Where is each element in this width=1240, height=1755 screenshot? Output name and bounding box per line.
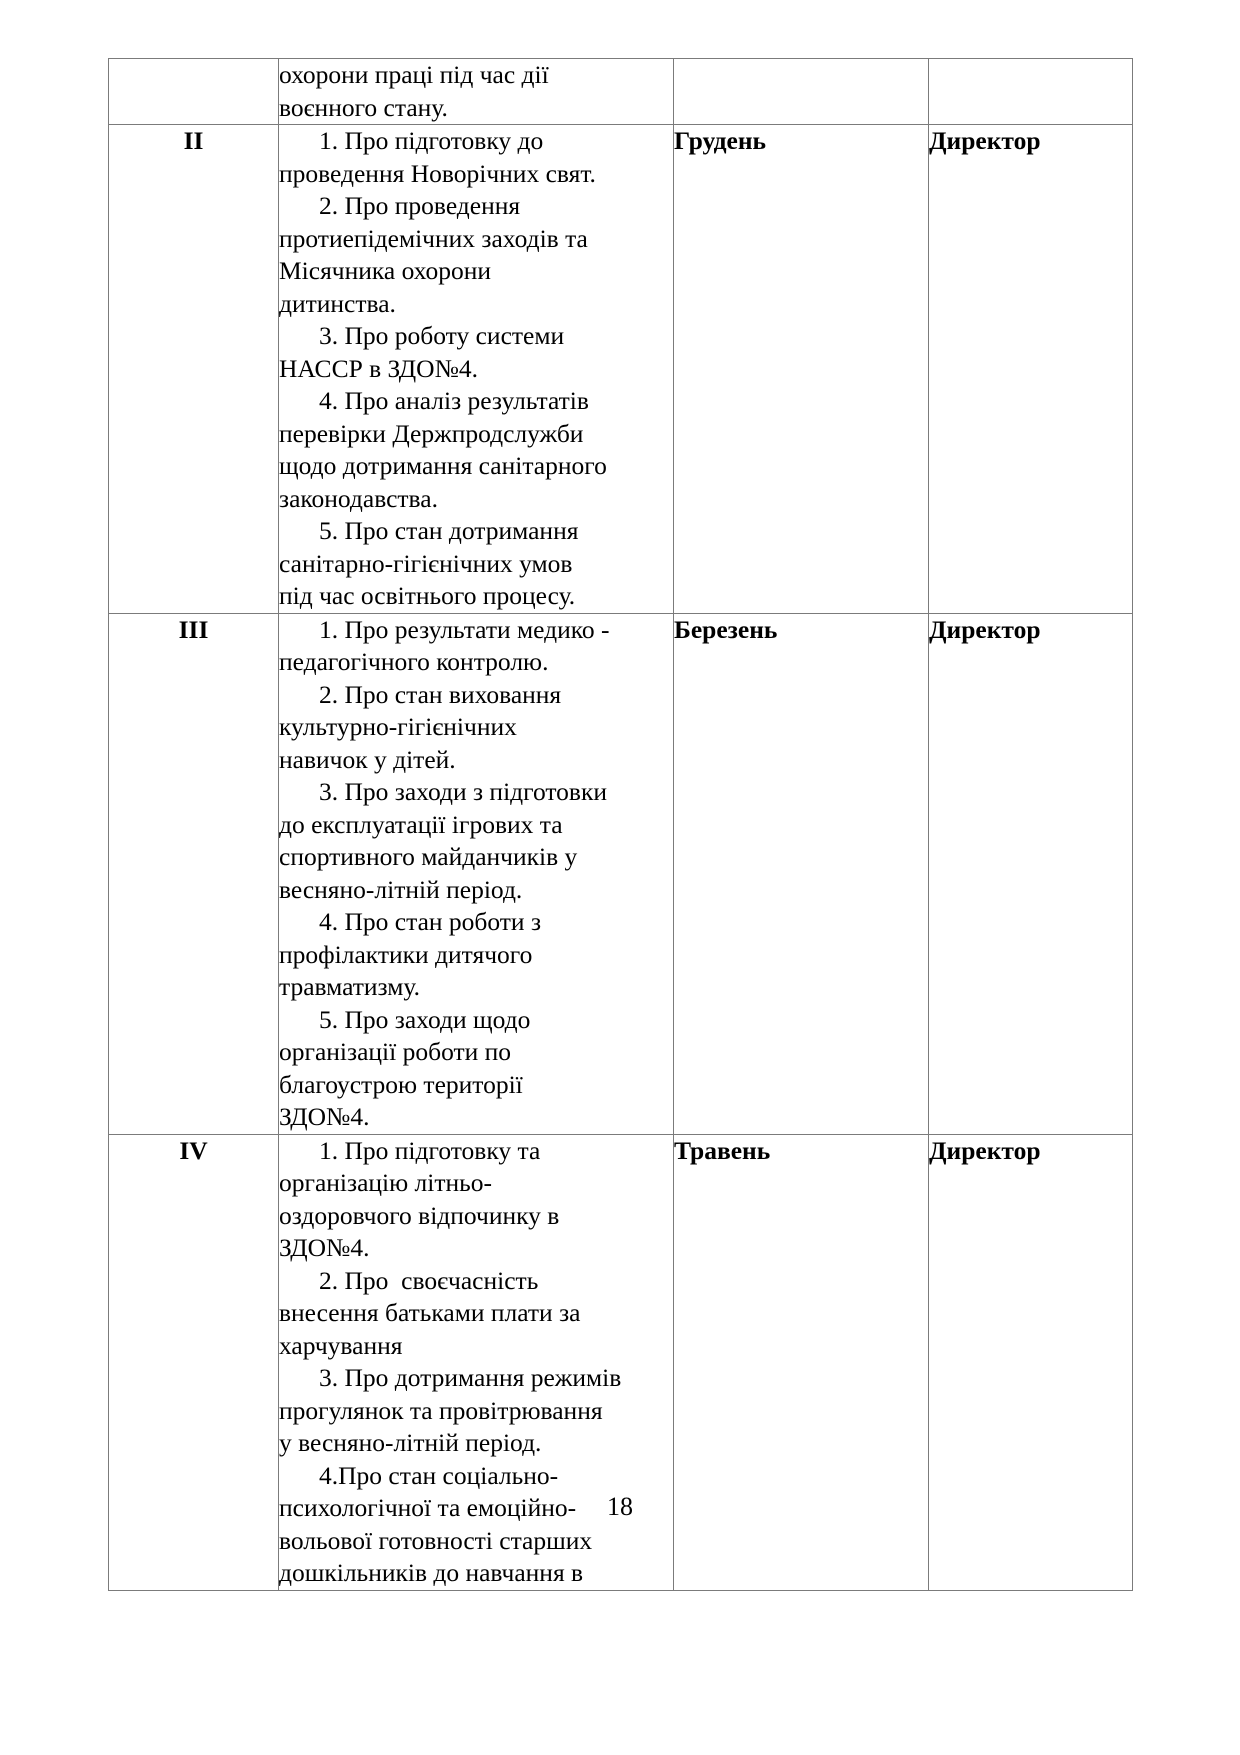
month-label: Грудень — [674, 126, 767, 155]
agenda-line: НАССР в ЗДО№4. — [279, 353, 479, 383]
agenda-line: 3. Про роботу системи — [319, 321, 565, 350]
agenda-line: 4. Про аналіз результатів — [319, 386, 589, 415]
agenda-line: внесення батьками плати за — [279, 1298, 581, 1327]
agenda-line: 1. Про результати медико - — [319, 614, 610, 644]
cell-responsible — [929, 59, 1133, 125]
cell-month — [674, 59, 929, 125]
cell-agenda-items — [279, 125, 674, 614]
agenda-line: педагогічного контролю. — [279, 647, 549, 676]
agenda-line: 2. Про своєчасність — [319, 1265, 539, 1295]
cell-quarter-number — [109, 125, 279, 614]
agenda-line: перевірки Держпродслужби — [279, 418, 584, 448]
agenda-line: профілактики дитячого — [279, 939, 533, 969]
page-number: 18 — [607, 1492, 633, 1521]
cell-responsible — [929, 613, 1133, 1134]
agenda-line: ЗДО№4. — [279, 1233, 370, 1262]
agenda-line: організації роботи по — [279, 1037, 512, 1066]
agenda-line: оздоровчого відпочинку в — [279, 1200, 560, 1230]
month-label: Травень — [674, 1135, 771, 1165]
agenda-line: до експлуатації ігрових та — [279, 809, 563, 839]
agenda-line: 4. Про стан роботи з — [319, 907, 542, 936]
agenda-line: у весняно-літній період. — [279, 1428, 542, 1457]
table-row — [109, 59, 1133, 125]
agenda-line: 3. Про дотримання режимів — [319, 1363, 622, 1392]
agenda-line: благоустрою території — [279, 1069, 523, 1099]
agenda-line: психологічної та емоційно- — [279, 1493, 577, 1522]
agenda-line: законодавства. — [279, 483, 438, 513]
agenda-line: 2. Про стан виховання — [319, 679, 562, 709]
responsible-label: Директор — [929, 126, 1041, 155]
quarter-label: II — [183, 126, 204, 155]
table-row — [109, 613, 1133, 1134]
cell-agenda-items — [279, 613, 674, 1134]
agenda-line: 1. Про підготовку та — [319, 1135, 541, 1165]
cell-month — [674, 125, 929, 614]
cell-responsible — [929, 125, 1133, 614]
agenda-line: під час освітнього процесу. — [279, 581, 576, 610]
quarter-label: IV — [179, 1135, 208, 1165]
agenda-line: спортивного майданчиків у — [279, 842, 578, 871]
table-body — [109, 59, 1133, 1591]
agenda-line: 3. Про заходи з підготовки — [319, 777, 607, 806]
agenda-line: організацію літньо- — [279, 1168, 493, 1197]
agenda-line: Місячника охорони — [279, 256, 492, 285]
agenda-line: 2. Про проведення — [319, 191, 521, 220]
responsible-label: Директор — [929, 1135, 1041, 1165]
agenda-line: дошкільників до навчання в — [279, 1558, 584, 1587]
agenda-line: дитинства. — [279, 288, 396, 318]
cell-agenda-items — [279, 59, 674, 125]
agenda-line: протиепідемічних заходів та — [279, 223, 588, 253]
agenda-line: 5. Про заходи щодо — [319, 1004, 531, 1034]
agenda-line: 5. Про стан дотримання — [319, 516, 579, 545]
cell-quarter-number — [109, 59, 279, 125]
agenda-line: весняно-літній період. — [279, 874, 523, 904]
agenda-line: харчування — [279, 1330, 403, 1360]
agenda-line: вольової готовності старших — [279, 1525, 593, 1555]
annual-plan-table — [108, 58, 1133, 1591]
cell-month — [674, 613, 929, 1134]
agenda-line: прогулянок та провітрювання — [279, 1395, 603, 1425]
agenda-line: воєнного стану. — [279, 92, 448, 122]
cell-quarter-number — [109, 613, 279, 1134]
agenda-line: травматизму. — [279, 972, 420, 1001]
responsible-label: Директор — [929, 614, 1041, 644]
agenda-line: 1. Про підготовку до — [319, 126, 544, 155]
agenda-line: щодо дотримання санітарного — [279, 451, 607, 480]
agenda-line: 4.Про стан соціально- — [319, 1460, 559, 1490]
agenda-line: навичок у дітей. — [279, 744, 456, 774]
table-row — [109, 125, 1133, 614]
agenda-line: проведення Новорічних свят. — [279, 158, 596, 188]
agenda-line: охорони праці під час дії — [279, 60, 549, 89]
agenda-line: культурно-гігієнічних — [279, 712, 517, 741]
month-label: Березень — [674, 614, 778, 644]
agenda-line: санітарно-гігієнічних умов — [279, 548, 573, 578]
quarter-label: III — [178, 614, 209, 644]
agenda-line: ЗДО№4. — [279, 1102, 370, 1131]
